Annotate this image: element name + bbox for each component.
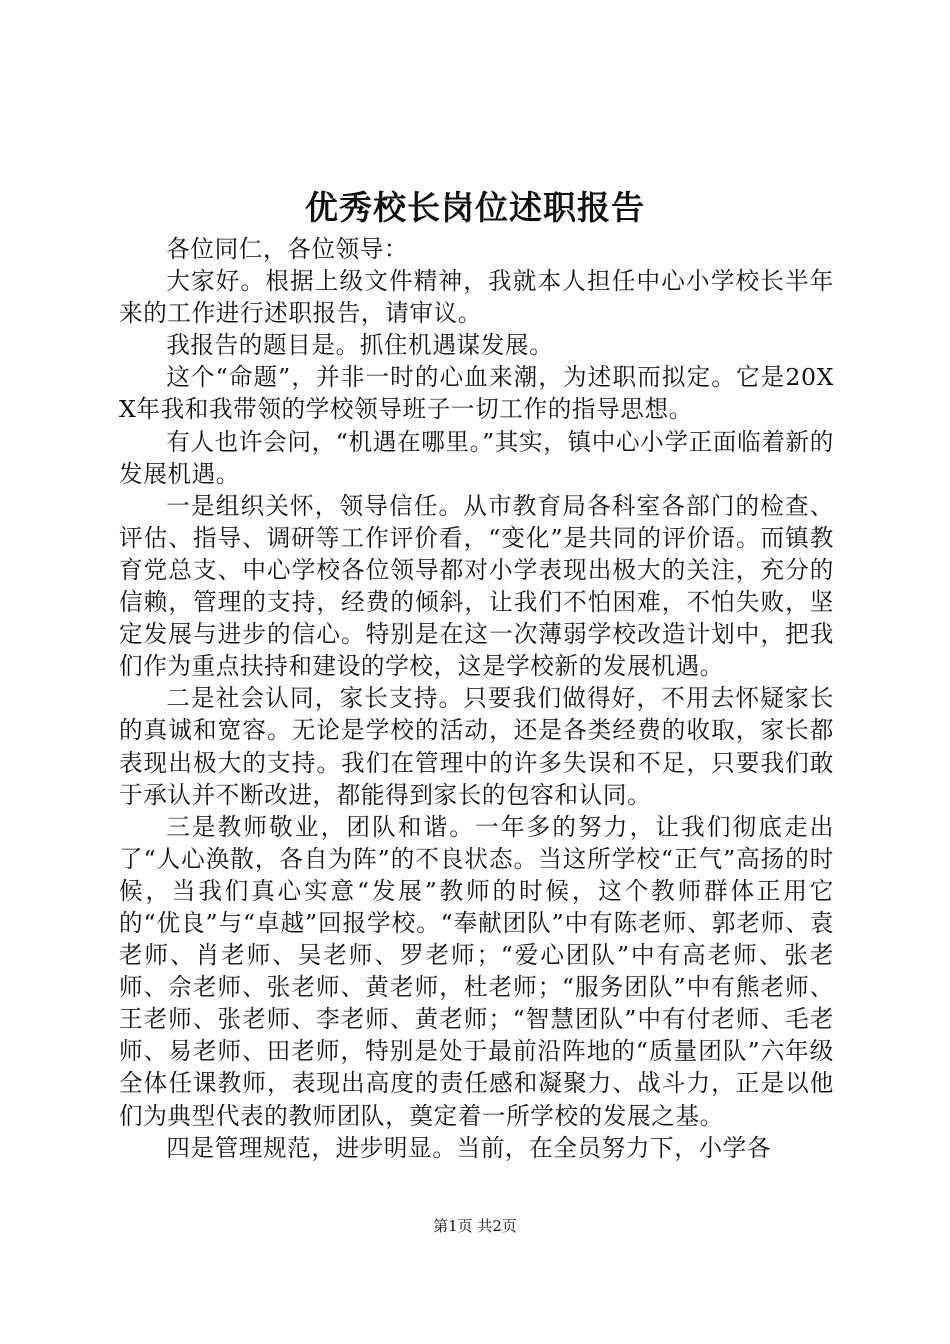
paragraph-topic: 我报告的题目是。抓住机遇谋发展。 <box>166 331 554 360</box>
paragraph-opportunity: 有人也许会问，“机遇在哪里。”其实，镇中心小学正面临着新的发展机遇。 <box>119 427 834 488</box>
paragraph-greeting: 大家好。根据上级文件精神，我就本人担任中心小学校长半年来的工作进行述职报告，请审议。 <box>119 267 834 328</box>
paragraph-salutation: 各位同仁，各位领导： <box>166 235 409 263</box>
page-footer: 第1页 共2页 <box>433 1217 517 1235</box>
paragraph-point-three: 三是教师敬业，团队和谐。一年多的努力，让我们彻底走出了“人心涣散，各自为阵”的不良状态。当这所学校“正气”高扬的时候，当我们真心实意“发展”教师的时候，这个教师群体正用它的“优良”与“卓越”回报学校。“奉献团队”中有陈老师、郭老师、袁老师、肖老师、吴老师、罗老师；“爱心团队”中有高老师、张老师、佘老师、张老师、黄老师，杜老师；“服务团队”中有熊老师、王老师、张老师、李老师、黄老师；“智慧团队”中有付老师、毛老师、易老师、田老师，特别是处于最前沿阵地的“质量团队”六年级全体任课教师，表现出高度的责任感和凝聚力、战斗力，正是以他们为典型代表的教师团队，奠定着一所学校的发展之基。 <box>119 812 834 1130</box>
paragraph-guiding-idea: 这个“命题”，并非一时的心血来潮，为述职而拟定。它是20XX年我和我带领的学校领导班子一切工作的指导思想。 <box>119 363 834 424</box>
document-body <box>119 233 834 1164</box>
page-title: 优秀校长岗位述职报告 <box>305 188 645 227</box>
paragraph-point-one: 一是组织关怀，领导信任。从市教育局各科室各部门的检查、评估、指导、调研等工作评价看，“变化”是共同的评价语。而镇教育党总支、中心学校各位领导都对小学表现出极大的关注，充分的信赖，管理的支持，经费的倾斜，让我们不怕困难，不怕失败，坚定发展与进步的信心。特别是在这一次薄弱学校改造计划中，把我们作为重点扶持和建设的学校，这是学校新的发展机遇。 <box>119 491 834 681</box>
paragraph-point-two: 二是社会认同，家长支持。只要我们做得好，不用去怀疑家长的真诚和宽容。无论是学校的活动，还是各类经费的收取，家长都表现出极大的支持。我们在管理中的许多失误和不足，只要我们敢于承认并不断改进，都能得到家长的包容和认同。 <box>119 684 834 809</box>
paragraph-point-four: 四是管理规范，进步明显。当前，在全员努力下，小学各 <box>166 1133 772 1162</box>
